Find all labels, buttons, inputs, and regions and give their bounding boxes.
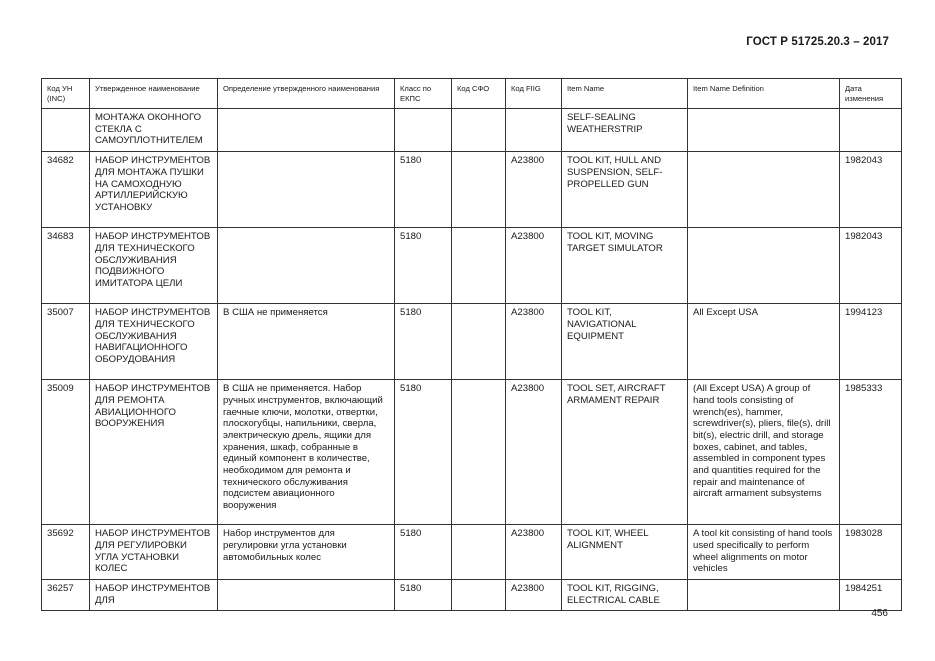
- table-row: [42, 380, 902, 525]
- cell-ekps: 5180: [395, 304, 452, 380]
- cell-fiig: [506, 109, 562, 152]
- cell-name-ru: НАБОР ИНСТРУМЕНТОВ ДЛЯ МОНТАЖА ПУШКИ НА САМОХОДНУЮ АРТИЛЛЕРИЙСКУЮ УСТАНОВКУ: [90, 152, 218, 228]
- cell-def-ru: [218, 152, 395, 228]
- col-header-change-date: Дата изменения: [840, 79, 902, 109]
- cell-item-def: All Except USA: [688, 304, 840, 380]
- cell-date: 1982043: [840, 152, 902, 228]
- cell-name-ru: НАБОР ИНСТРУМЕНТОВ ДЛЯ РЕГУЛИРОВКИ УГЛА УСТАНОВКИ КОЛЕС: [90, 525, 218, 580]
- cell-sfo: [452, 304, 506, 380]
- cell-date: [840, 109, 902, 152]
- cell-def-ru: В США не применяется: [218, 304, 395, 380]
- cell-sfo: [452, 109, 506, 152]
- cell-item-def: [688, 579, 840, 610]
- cell-fiig: A23800: [506, 152, 562, 228]
- cell-def-ru: Набор инструментов для регулировки угла установки автомобильных колес: [218, 525, 395, 580]
- cell-def-ru: [218, 579, 395, 610]
- cell-ekps: 5180: [395, 152, 452, 228]
- cell-fiig: A23800: [506, 525, 562, 580]
- cell-inc: [42, 109, 90, 152]
- document-code: ГОСТ Р 51725.20.3 – 2017: [746, 36, 889, 48]
- cell-def-ru: [218, 228, 395, 304]
- cell-item-def: [688, 228, 840, 304]
- cell-date: 1984251: [840, 579, 902, 610]
- cell-sfo: [452, 228, 506, 304]
- cell-inc: 35009: [42, 380, 90, 525]
- col-header-fiig-code: Код FIIG: [506, 79, 562, 109]
- table-row: [42, 525, 902, 580]
- cell-def-ru: [218, 109, 395, 152]
- col-header-item-name-definition: Item Name Definition: [688, 79, 840, 109]
- col-header-approved-name: Утвержденное наименование: [90, 79, 218, 109]
- cell-item-name: TOOL KIT, RIGGING, ELECTRICAL CABLE: [562, 579, 688, 610]
- cell-item-name: TOOL KIT, MOVING TARGET SIMULATOR: [562, 228, 688, 304]
- cell-date: 1985333: [840, 380, 902, 525]
- cell-date: 1983028: [840, 525, 902, 580]
- cell-ekps: 5180: [395, 579, 452, 610]
- cell-name-ru: МОНТАЖА ОКОННОГО СТЕКЛА С САМОУПЛОТНИТЕЛЕМ: [90, 109, 218, 152]
- cell-sfo: [452, 380, 506, 525]
- col-header-item-name: Item Name: [562, 79, 688, 109]
- cell-sfo: [452, 579, 506, 610]
- cell-item-def: A tool kit consisting of hand tools used specifically to perform wheel alignments on motor vehicles: [688, 525, 840, 580]
- table-row: [42, 228, 902, 304]
- cell-item-name: SELF-SEALING WEATHERSTRIP: [562, 109, 688, 152]
- cell-ekps: 5180: [395, 380, 452, 525]
- cell-inc: 35007: [42, 304, 90, 380]
- cell-fiig: A23800: [506, 228, 562, 304]
- table-row: [42, 304, 902, 380]
- cell-ekps: 5180: [395, 525, 452, 580]
- cell-date: 1982043: [840, 228, 902, 304]
- cell-fiig: A23800: [506, 304, 562, 380]
- cell-item-name: TOOL KIT, HULL AND SUSPENSION, SELF-PROPELLED GUN: [562, 152, 688, 228]
- cell-inc: 34682: [42, 152, 90, 228]
- cell-item-def: [688, 152, 840, 228]
- cell-item-def: (All Except USA) A group of hand tools consisting of wrench(es), hammer, screwdriver(s), pliers, file(s), drill bit(s), electric drill, and storage boxes, cabinet, and tables, assembled in component types and quantities required for the repair and maintenance of aircraft armament subsystems: [688, 380, 840, 525]
- cell-inc: 36257: [42, 579, 90, 610]
- table-row: [42, 109, 902, 152]
- col-header-sfo-code: Код СФО: [452, 79, 506, 109]
- cell-ekps: [395, 109, 452, 152]
- col-header-inc: Код УН (INC): [42, 79, 90, 109]
- page-number: 456: [871, 608, 888, 619]
- cell-name-ru: НАБОР ИНСТРУМЕНТОВ ДЛЯ ТЕХНИЧЕСКОГО ОБСЛУЖИВАНИЯ ПОДВИЖНОГО ИМИТАТОРА ЦЕЛИ: [90, 228, 218, 304]
- cell-sfo: [452, 152, 506, 228]
- col-header-name-definition: Определение утвержденного наименования: [218, 79, 395, 109]
- cell-item-def: [688, 109, 840, 152]
- cell-fiig: A23800: [506, 380, 562, 525]
- cell-name-ru: НАБОР ИНСТРУМЕНТОВ ДЛЯ РЕМОНТА АВИАЦИОННОГО ВООРУЖЕНИЯ: [90, 380, 218, 525]
- cell-ekps: 5180: [395, 228, 452, 304]
- cell-name-ru: НАБОР ИНСТРУМЕНТОВ ДЛЯ: [90, 579, 218, 610]
- cell-item-name: TOOL KIT, NAVIGATIONAL EQUIPMENT: [562, 304, 688, 380]
- cell-item-name: TOOL KIT, WHEEL ALIGNMENT: [562, 525, 688, 580]
- table-header-row: [42, 79, 902, 109]
- catalog-table: [41, 78, 902, 611]
- cell-item-name: TOOL SET, AIRCRAFT ARMAMENT REPAIR: [562, 380, 688, 525]
- table-row: [42, 579, 902, 610]
- cell-fiig: A23800: [506, 579, 562, 610]
- cell-sfo: [452, 525, 506, 580]
- cell-name-ru: НАБОР ИНСТРУМЕНТОВ ДЛЯ ТЕХНИЧЕСКОГО ОБСЛУЖИВАНИЯ НАВИГАЦИОННОГО ОБОРУДОВАНИЯ: [90, 304, 218, 380]
- cell-def-ru: В США не применяется. Набор ручных инструментов, включающий гаечные ключи, молотки, отвертки, плоскогубцы, напильники, сверла, электрическую дрель, ящики для хранения, шкаф, собранные в единый компонент в количестве, необходимом для ремонта и технического обслуживания подсистем авиационного вооружения: [218, 380, 395, 525]
- cell-date: 1994123: [840, 304, 902, 380]
- cell-inc: 35692: [42, 525, 90, 580]
- table-row: [42, 152, 902, 228]
- cell-inc: 34683: [42, 228, 90, 304]
- col-header-ekps-class: Класс по ЕКПС: [395, 79, 452, 109]
